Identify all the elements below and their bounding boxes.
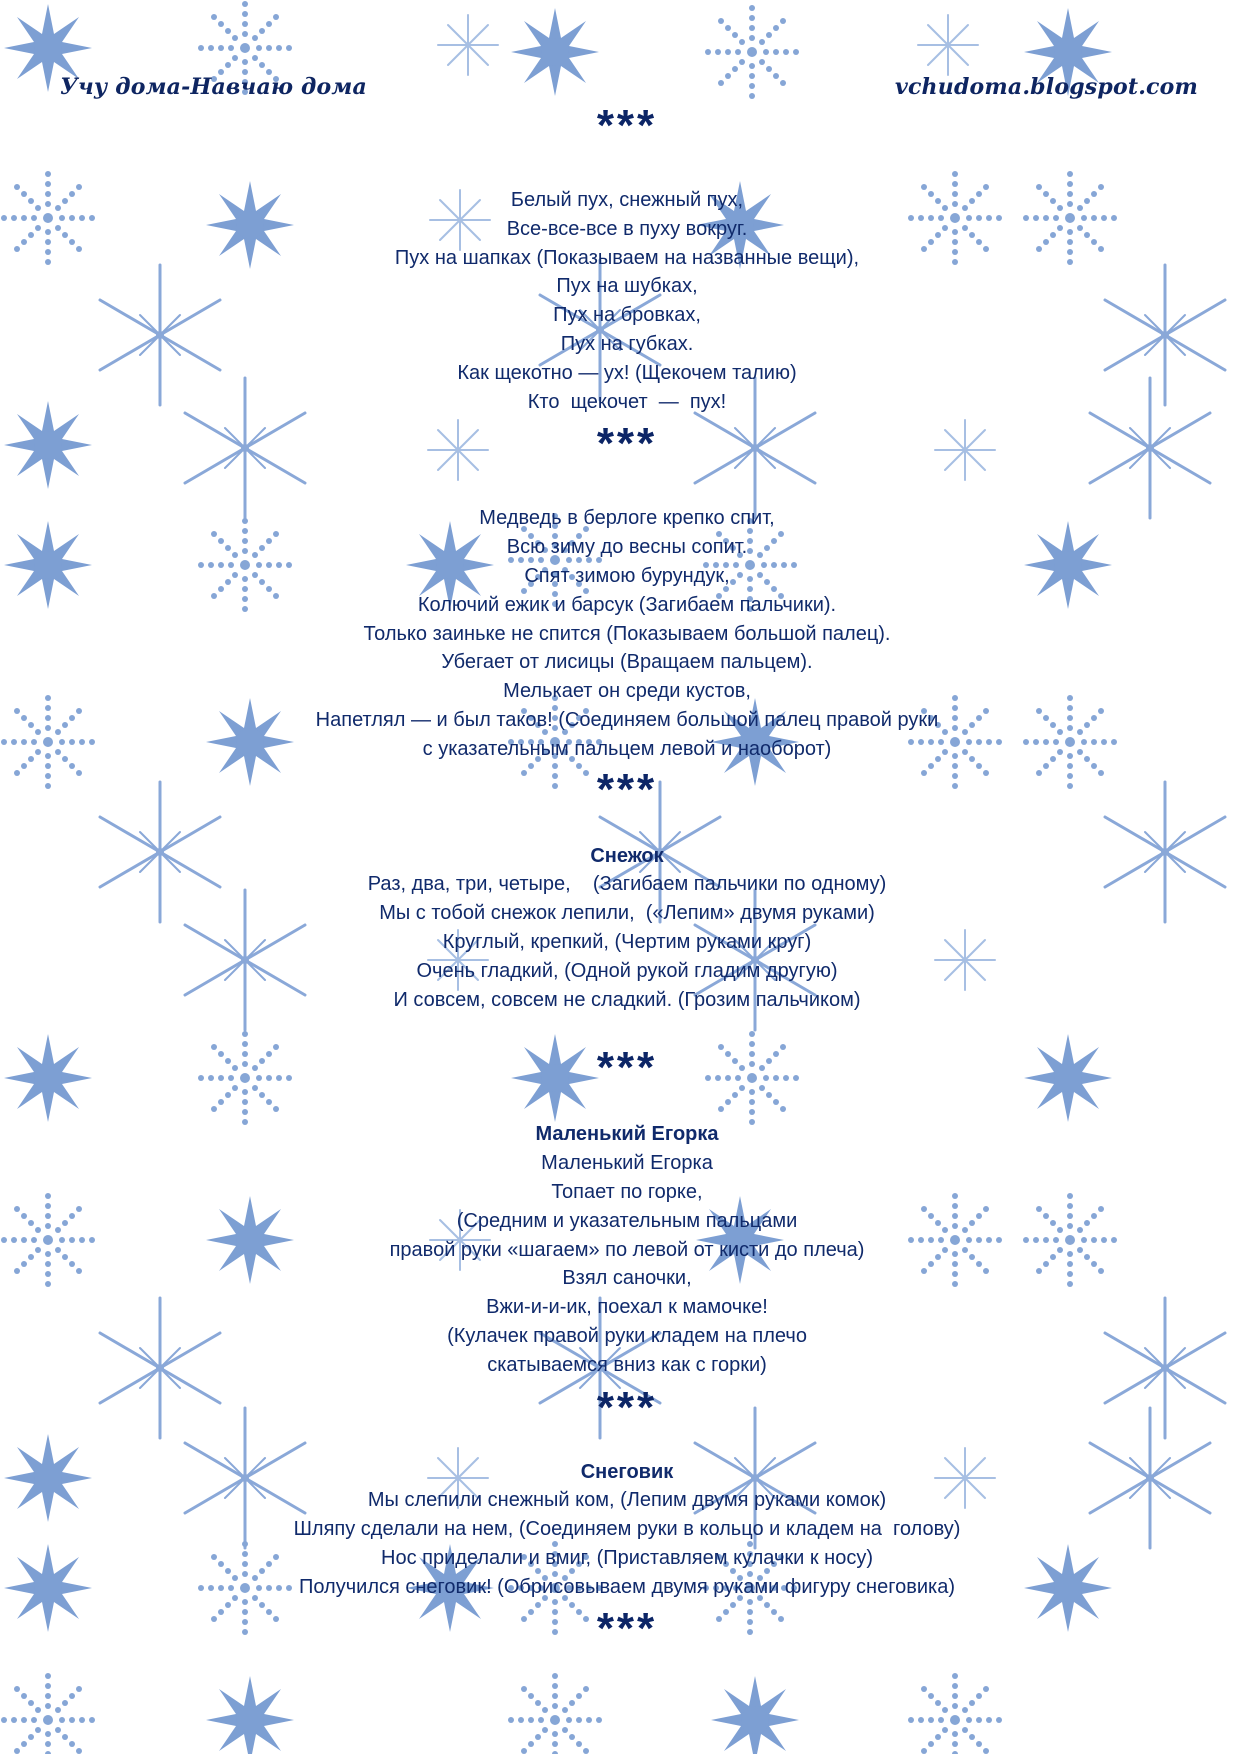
separator: ***: [596, 419, 658, 469]
poem-line: Как щекотно — ух! (Щекочем талию): [457, 361, 797, 384]
poem-line: Только заиньке не спится (Показываем большой палец).: [363, 622, 891, 645]
separator: ***: [596, 101, 658, 150]
poem-line: Убегает от лисицы (Вращаем пальцем).: [441, 651, 813, 674]
poems-container: [0, 101, 1240, 1654]
poem-line: Медведь в берлоге крепко спит,: [479, 507, 775, 530]
poem-title: Снежок: [590, 844, 664, 867]
poem-line: Белый пух, снежный пух,: [510, 189, 744, 211]
poem-line: Все-все-все в пуху вокруг.: [506, 217, 748, 240]
separator: ***: [596, 764, 658, 814]
poem-line: Всю зиму до весны сопит.: [506, 536, 748, 559]
poem-line: (Кулачек правой руки кладем на плечо: [447, 1324, 807, 1347]
poem-2: [0, 504, 1240, 763]
poem-line: Кто щекочет — пух!: [527, 390, 727, 413]
separator: ***: [596, 1043, 658, 1093]
poem-line: Колючий ежик и барсук (Загибаем пальчики).: [417, 593, 837, 616]
poem-1: [0, 186, 1240, 416]
poem-line: Раз, два, три, четыре, (Загибаем пальчики по одному): [367, 873, 887, 896]
poem-line: Пух на губках.: [560, 332, 694, 355]
poem-5: [0, 1458, 1240, 1602]
poem-line: Мы с тобой снежок лепили, («Лепим» двумя руками): [379, 902, 875, 925]
poem-line: Круглый, крепкий, (Чертим руками круг): [442, 930, 812, 953]
poem-line: Мелькает он среди кустов,: [503, 680, 751, 703]
poem-line: Очень гладкий, (Одной рукой гладим другую): [416, 959, 838, 982]
poem-line: скатываемся вниз как с горки): [487, 1353, 767, 1376]
poem-title: Маленький Егорка: [535, 1123, 719, 1146]
poem-line: Получился снеговик! (Обрисовываем двумя руками фигуру снеговика): [299, 1575, 955, 1598]
poem-line: Пух на бровках,: [553, 304, 701, 327]
separator: ***: [596, 1604, 658, 1654]
poem-line: Спят зимою бурундук,: [524, 564, 730, 587]
poem-line: Пух на шубках,: [556, 275, 698, 298]
separator: ***: [596, 1382, 658, 1432]
poem-line: И совсем, совсем не сладкий. (Грозим пальчиком): [393, 988, 861, 1011]
poem-line: Топает по горке,: [551, 1180, 703, 1203]
poem-line: Напетлял — и был таков! (Соединяем большой палец правой руки: [315, 708, 939, 731]
poem-line: Маленький Егорка: [541, 1152, 713, 1175]
poem-line: с указательным пальцем левой и наоборот): [422, 737, 832, 760]
site-url: vchudoma.blogspot.com: [894, 74, 1198, 100]
site-title: Учу дома-Навчаю дома: [60, 74, 367, 100]
poem-line: правой руки «шагаем» по левой от кисти до плеча): [389, 1238, 865, 1261]
poem-line: Шляпу сделали на нем, (Соединяем руки в кольцо и кладем на голову): [293, 1518, 961, 1541]
poem-line: Пух на шапках (Показываем на названные вещи),: [394, 246, 860, 269]
poem-line: Взял саночки,: [562, 1267, 692, 1290]
poem-title: Снеговик: [580, 1460, 674, 1483]
poem-line: Вжи-и-и-ик, поехал к мамочке!: [486, 1296, 768, 1319]
poem-4: [0, 1120, 1240, 1379]
poem-3: [0, 842, 1240, 1015]
poem-line: Мы слепили снежный ком, (Лепим двумя руками комок): [367, 1489, 887, 1512]
poem-line: (Средним и указательным пальцами: [456, 1209, 798, 1232]
poem-line: Нос приделали и вмиг, (Приставляем кулачки к носу): [381, 1546, 873, 1569]
